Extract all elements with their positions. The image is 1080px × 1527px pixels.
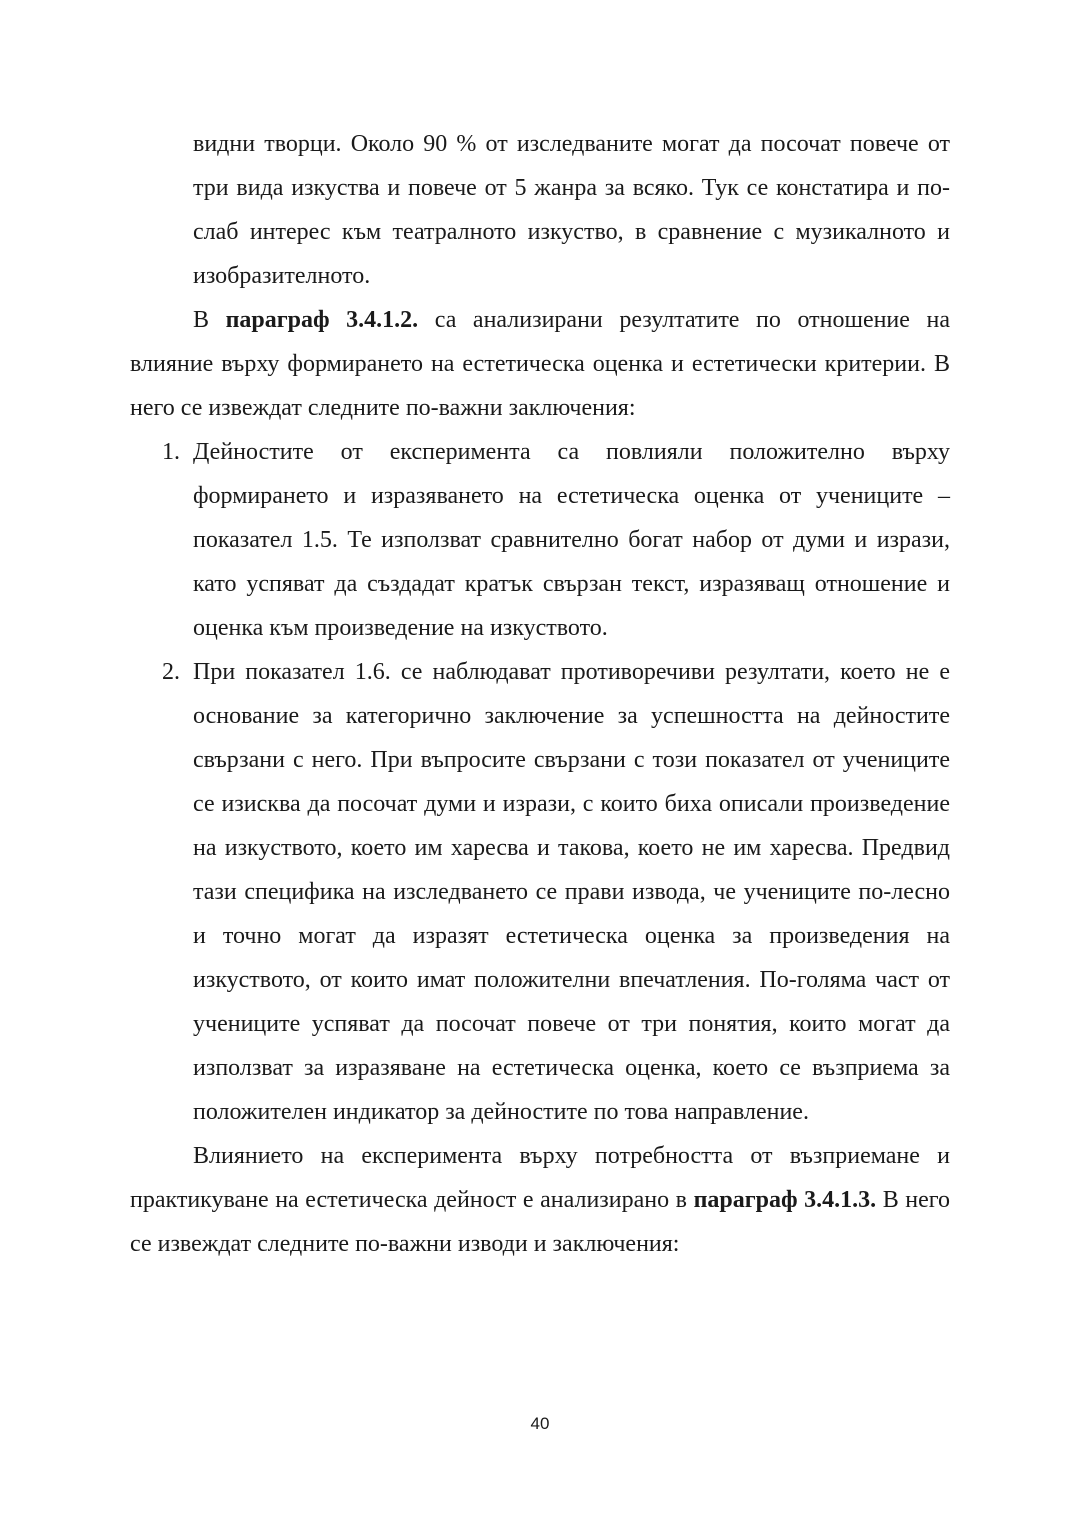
paragraph-section-3-4-1-3: [130, 1134, 950, 1266]
list-item: [130, 430, 950, 650]
list-item-text: При показател 1.6. се наблюдават противоречиви резултати, което не е основание за категорично заключение за успешността на дейностите свързани с него. При въпросите свързани с този показател от учениците се изисква да посочат думи и изрази, с които биха описали произведение на изкуството, което им харесва и такова, което не им харесва. Предвид тази специфика на изследването се прави извода, че учениците по-лесно и точно могат да изразят естетическа оценка за произведения на изкуството, от които имат положителни впечатления. По-голяма част от учениците успяват да посочат повече от три понятия, които могат да използват за изразяване на естетическа оценка, което се възприема за положителен индикатор за дейностите по това направление.: [193, 659, 950, 1125]
list-item: [130, 650, 950, 1134]
document-page: [130, 122, 950, 1266]
list-item-number: 2.: [162, 659, 180, 685]
list-item-text: Дейностите от експеримента са повлияли положително върху формирането и изразяването на естетическа оценка от учениците – показател 1.5. Те използват сравнително богат набор от думи и изрази, като успяват да създадат кратък свързан текст, изразяващ отношение и оценка към произведение на изкуството.: [193, 439, 950, 641]
list-item-number: 1.: [162, 439, 180, 465]
continuation-paragraph: видни творци. Около 90 % от изследваните могат да посочат повече от три вида изкуства и повече от 5 жанра за всяко. Тук се констатира и по-слаб интерес към театралното изкуство, в сравнение с музикалното и изобразителното.: [193, 131, 950, 289]
paragraph-2-section-ref: параграф 3.4.1.3.: [693, 1187, 877, 1213]
conclusions-list: [130, 430, 950, 1134]
paragraph-1-body: са анализирани резултатите по отношение на влияние върху формирането на естетическа оценка и естетически критерии. В него се извеждат следните по-важни заключения:: [130, 307, 950, 421]
paragraph-2-lead: Влиянието на експеримента върху потребността от възприемане и практикуване на естетическа дейност е анализирано в: [130, 1143, 950, 1213]
paragraph-1-lead: В: [193, 307, 226, 333]
paragraph-2-body: В него се извеждат следните по-важни изводи и заключения:: [130, 1187, 950, 1257]
paragraph-1-section-ref: параграф 3.4.1.2.: [225, 307, 419, 333]
paragraph-section-3-4-1-2: [130, 298, 950, 430]
page-number: 40: [530, 1414, 550, 1433]
